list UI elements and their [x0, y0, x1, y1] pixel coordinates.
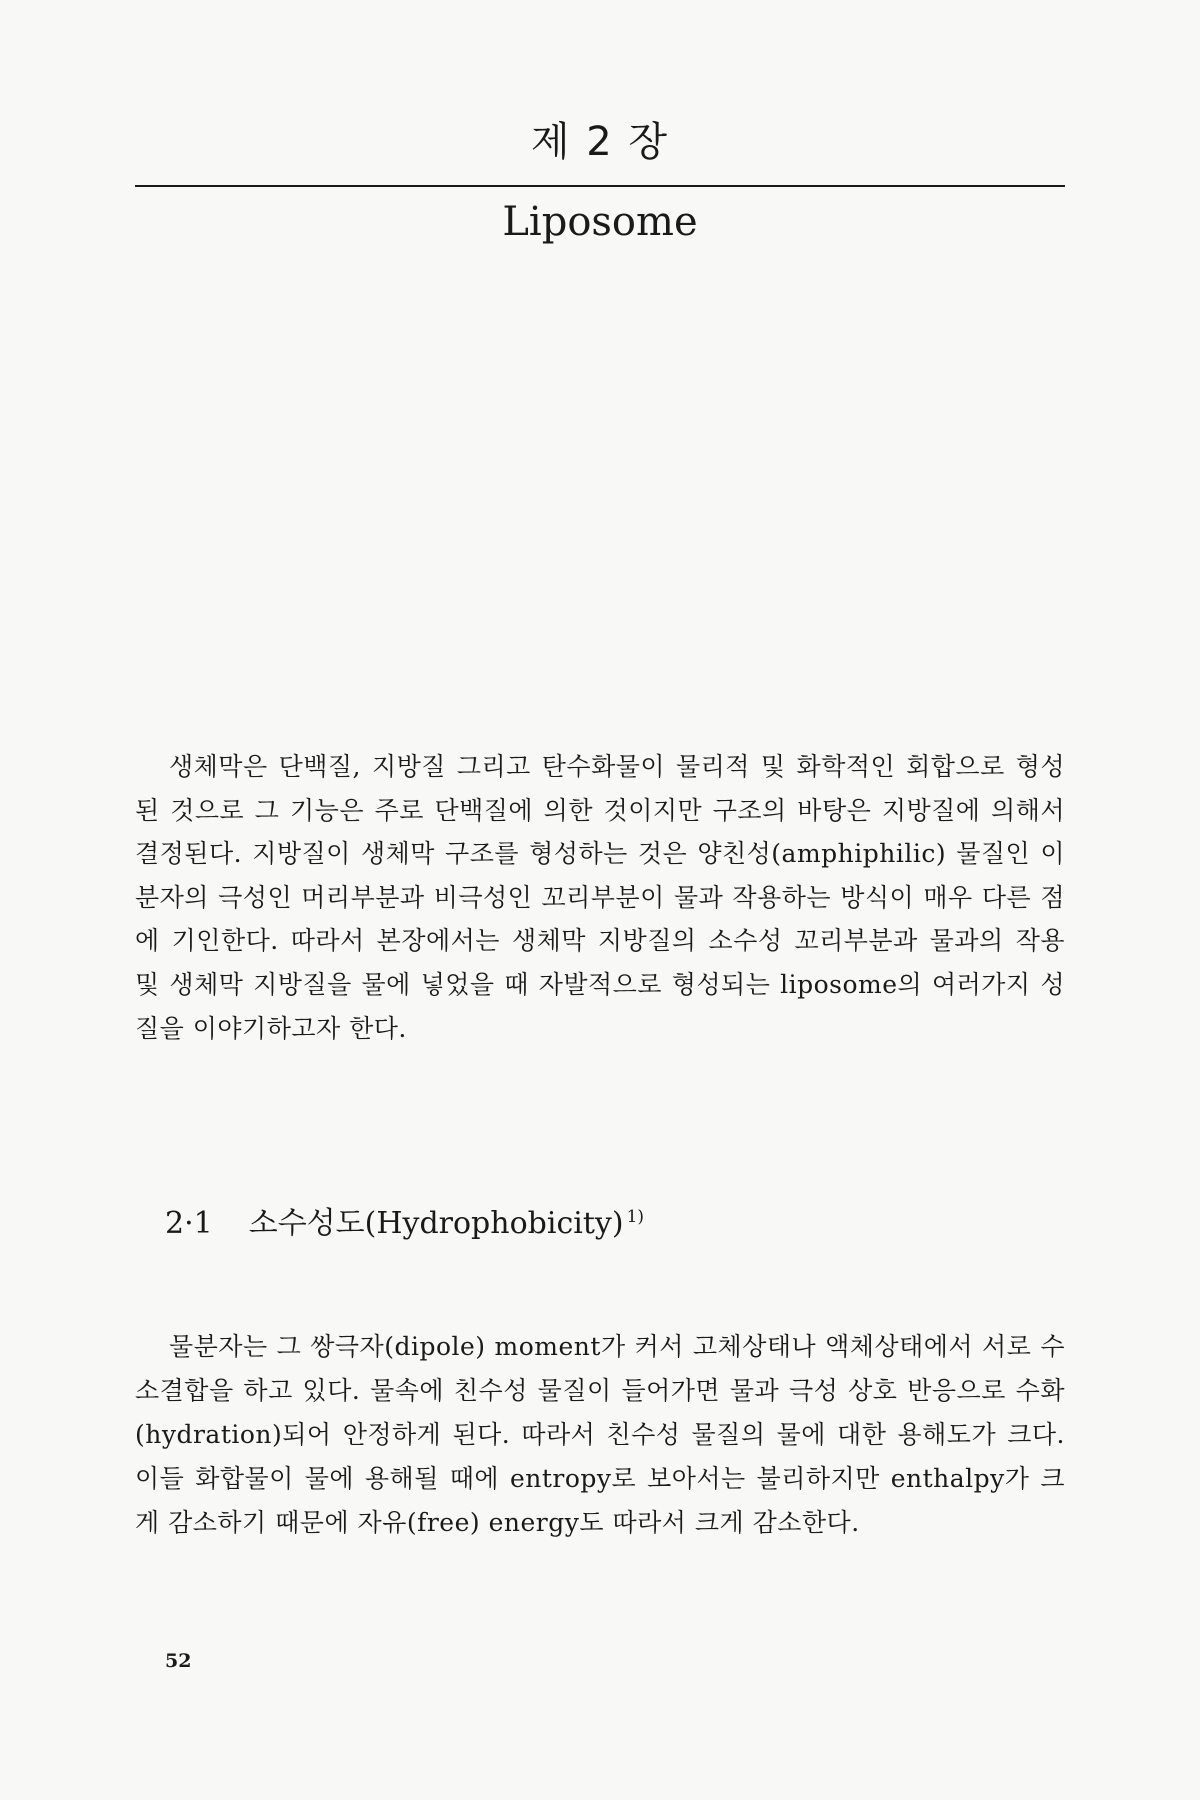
footnote-reference[interactable]: 1) — [626, 1207, 645, 1227]
page-number: 52 — [165, 1650, 192, 1672]
intro-paragraph: 생체막은 단백질, 지방질 그리고 탄수화물이 물리적 및 화학적인 회합으로 형성된 것으로 그 기능은 주로 단백질에 의한 것이지만 구조의 바탕은 지방질에 의해서 결정된다. 지방질이 생체막 구조를 형성하는 것은 양친성(amphiphilic) 물질인 이 분자의 극성인 머리부분과 비극성인 꼬리부분이 물과 작용하는 방식이 매우 다른 점에 기인한다. 따라서 본장에서는 생체막 지방질의 소수성 꼬리부분과 물과의 작용 및 생체막 지방질을 물에 넣었을 때 자발적으로 형성되는 liposome의 여러가지 성질을 이야기하고자 한다. — [135, 752, 1065, 1043]
chapter-title: Liposome — [502, 199, 698, 245]
section-heading — [165, 1197, 1065, 1244]
section-paragraph: 물분자는 그 쌍극자(dipole) moment가 커서 고체상태나 액체상태에서 서로 수소결합을 하고 있다. 물속에 친수성 물질이 들어가면 물과 극성 상호 반응으로 수화(hydration)되어 안정하게 된다. 따라서 친수성 물질의 물에 대한 용해도가 크다. 이들 화합물이 물에 용해될 때에 entropy로 보아서는 불리하지만 enthalpy가 크게 감소하기 때문에 자유(free) energy도 따라서 크게 감소한다. — [135, 1332, 1065, 1537]
chapter-number: 제 2 장 — [530, 119, 670, 165]
chapter-divider — [135, 185, 1065, 187]
section-title: 소수성도(Hydrophobicity) — [248, 1206, 624, 1241]
section-number: 2·1 — [165, 1206, 213, 1241]
